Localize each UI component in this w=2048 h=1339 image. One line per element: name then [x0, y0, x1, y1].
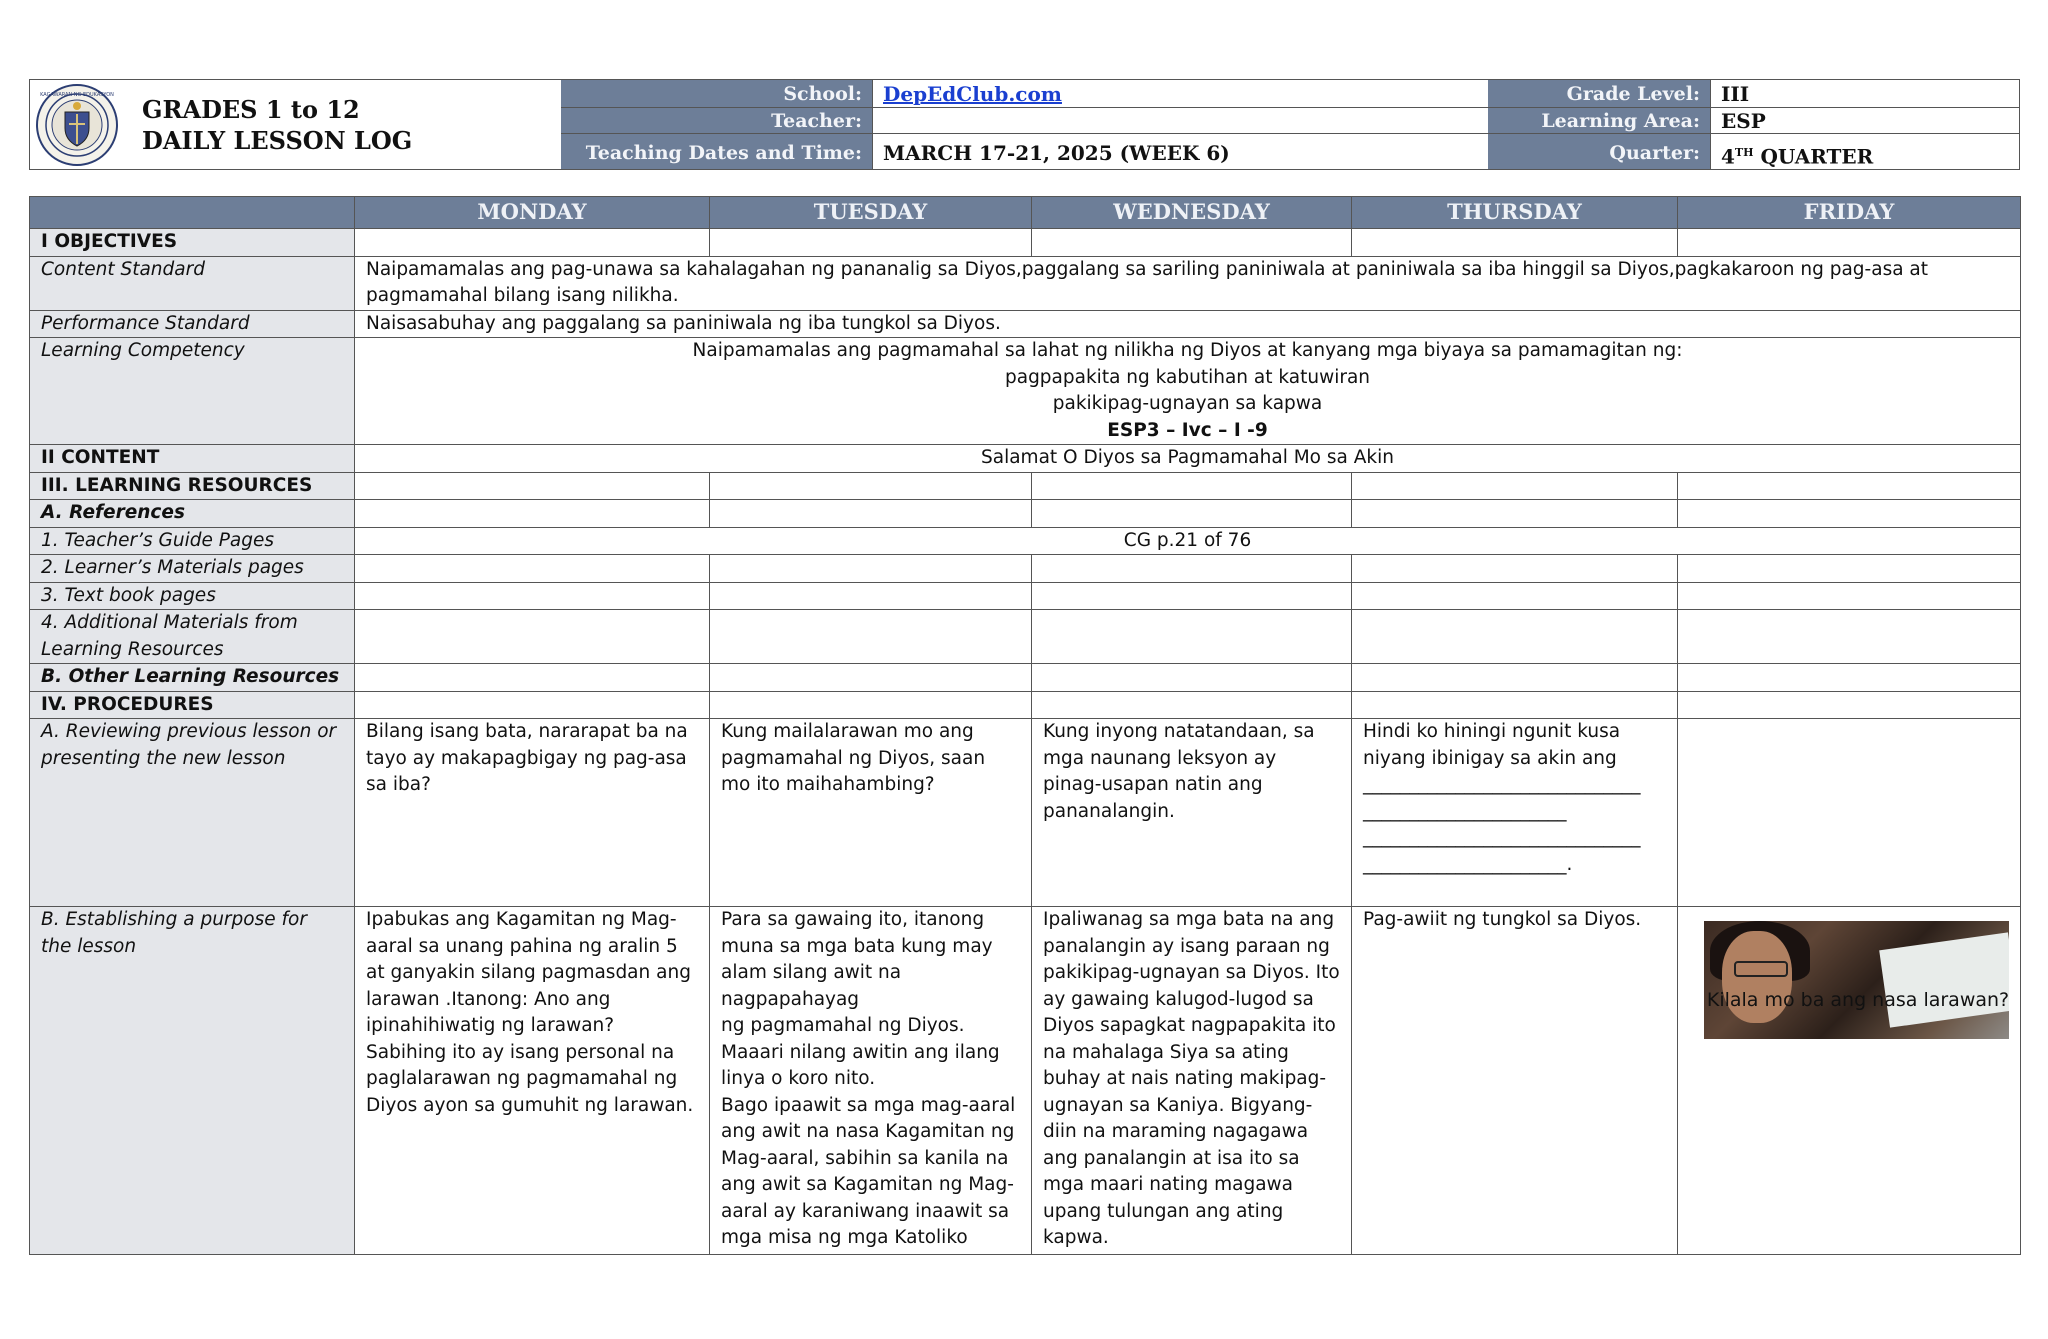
cell [355, 691, 710, 719]
teachers-guide-row [30, 527, 2021, 555]
quarter-number: 4 [1721, 144, 1735, 169]
cell [1352, 555, 1678, 583]
cell [710, 555, 1032, 583]
day-thursday: THURSDAY [1352, 197, 1678, 229]
competency-line: Naipamamalas ang pagmamahal sa lahat ng nilikha ng Diyos at kanyang mga biyaya sa pamamagitan ng: [692, 340, 1683, 361]
references-row [30, 500, 2021, 528]
cell [355, 500, 710, 528]
performance-standard-row [30, 310, 2021, 338]
cell [1678, 555, 2021, 583]
cell [355, 582, 710, 610]
other-resources-row [30, 664, 2021, 692]
corner-cell [30, 197, 355, 229]
review-monday: Bilang isang bata, nararapat ba na tayo ay makapagbigay ng pag-asa sa iba? [355, 719, 710, 907]
review-thursday: Hindi ko hiningi ngunit kusa niyang ibinigay sa akin ang ______________________________ ______________________ ______________________________ ______________________. [1352, 719, 1678, 907]
cell [1352, 500, 1678, 528]
teachers-guide-value: CG p.21 of 76 [355, 527, 2021, 555]
content-label: II CONTENT [30, 445, 355, 473]
quarter-label: Quarter: [1488, 134, 1710, 169]
competency-row [30, 338, 2021, 445]
dates-label: Teaching Dates and Time: [561, 134, 872, 169]
cell [355, 664, 710, 692]
quarter-value [1710, 134, 2019, 169]
content-standard-row [30, 256, 2021, 310]
purpose-row [30, 907, 2021, 1255]
teacher-value [872, 108, 1488, 134]
content-value: Salamat O Diyos sa Pagmamahal Mo sa Akin [355, 445, 2021, 473]
student-photo [1704, 921, 2009, 1039]
objectives-label: I OBJECTIVES [30, 229, 355, 257]
procedures-label: IV. PROCEDURES [30, 691, 355, 719]
performance-standard-label: Performance Standard [30, 310, 355, 338]
cell [710, 582, 1032, 610]
cell [1032, 610, 1352, 664]
review-row [30, 719, 2021, 907]
cell [1352, 610, 1678, 664]
day-monday: MONDAY [355, 197, 710, 229]
performance-standard-value: Naisasabuhay ang paggalang sa paniniwala ng iba tungkol sa Diyos. [355, 310, 2021, 338]
dll-title-line1: GRADES 1 to 12 [142, 95, 360, 124]
area-value: ESP [1710, 108, 2019, 134]
additional-materials-label: 4. Additional Materials from Learning Resources [30, 610, 355, 664]
cell [710, 664, 1032, 692]
quarter-word: QUARTER [1753, 144, 1874, 169]
cell [355, 555, 710, 583]
cell [710, 610, 1032, 664]
cell [1678, 472, 2021, 500]
day-wednesday: WEDNESDAY [1032, 197, 1352, 229]
deped-seal-logo [36, 84, 118, 166]
cell [1678, 664, 2021, 692]
review-wednesday: Kung inyong natatandaan, sa mga naunang leksyon ay pinag-usapan natin ang pananalangin. [1032, 719, 1352, 907]
svg-text:KAGAWARAN NG EDUKASYON: KAGAWARAN NG EDUKASYON [40, 92, 114, 98]
cell [1352, 664, 1678, 692]
cell [1032, 664, 1352, 692]
cell [1678, 229, 2021, 257]
purpose-label: B. Establishing a purpose for the lesson [30, 907, 355, 1255]
competency-value [355, 338, 2021, 445]
content-standard-label: Content Standard [30, 256, 355, 310]
cell [355, 472, 710, 500]
purpose-tuesday: Para sa gawaing ito, itanong muna sa mga bata kung may alam silang awit na nagpapahayag ng pagmamahal ng Diyos. Maaari nilang awitin ang ilang linya o koro nito. Bago ipaawit sa mga mag-aaral ang awit na nasa Kagamitan ng Mag-aaral, sabihin sa kanila na ang awit sa Kagamitan ng Mag-aaral ay karaniwang inaawit sa mga misa ng mga Katoliko [710, 907, 1032, 1255]
cell [1032, 500, 1352, 528]
competency-code: ESP3 – Ivc – I -9 [1107, 419, 1268, 441]
cell [355, 610, 710, 664]
procedures-row [30, 691, 2021, 719]
purpose-friday [1678, 907, 2021, 1255]
cell [1032, 582, 1352, 610]
review-friday [1678, 719, 2021, 907]
area-label: Learning Area: [1488, 108, 1710, 134]
review-tuesday: Kung mailalarawan mo ang pagmamahal ng Diyos, saan mo ito maihahambing? [710, 719, 1032, 907]
cell [1032, 555, 1352, 583]
other-resources-label: B. Other Learning Resources [30, 664, 355, 692]
additional-materials-row [30, 610, 2021, 664]
cell [710, 472, 1032, 500]
lesson-log-table [29, 196, 2021, 1255]
cell [1032, 229, 1352, 257]
purpose-wednesday: Ipaliwanag sa mga bata na ang panalangin ay isang paraan ng pakikipag-ugnayan sa Diyos. Ito ay gawaing kalugod-lugod sa Diyos sapagkat nagpapakita ito na mahalaga Siya sa ating buhay at nais nating makipag-ugnayan sa Kaniya. Bigyang-diin na maraming nagagawa ang panalangin at isa ito sa mga maari nating magawa upang tulungan ang ating kapwa. [1032, 907, 1352, 1255]
resources-row [30, 472, 2021, 500]
teachers-guide-label: 1. Teacher’s Guide Pages [30, 527, 355, 555]
day-tuesday: TUESDAY [710, 197, 1032, 229]
content-row [30, 445, 2021, 473]
grade-value: III [1710, 80, 2019, 108]
cell [1352, 582, 1678, 610]
logo-cell [30, 80, 562, 169]
textbook-row [30, 582, 2021, 610]
grade-label: Grade Level: [1488, 80, 1710, 108]
learners-materials-row [30, 555, 2021, 583]
resources-label: III. LEARNING RESOURCES [30, 472, 355, 500]
learners-materials-label: 2. Learner’s Materials pages [30, 555, 355, 583]
cell [1352, 472, 1678, 500]
cell [710, 691, 1032, 719]
references-label: A. References [30, 500, 355, 528]
competency-line: pakikipag-ugnayan sa kapwa [1052, 393, 1323, 414]
day-header-row [30, 197, 2021, 229]
cell [1352, 229, 1678, 257]
purpose-thursday: Pag-awiit ng tungkol sa Diyos. [1352, 907, 1678, 1255]
cell [1678, 610, 2021, 664]
cell [710, 500, 1032, 528]
cell [1678, 691, 2021, 719]
cell [1352, 691, 1678, 719]
cell [1678, 582, 2021, 610]
purpose-monday: Ipabukas ang Kagamitan ng Mag-aaral sa unang pahina ng aralin 5 at ganyakin silang pagmasdan ang larawan .Itanong: Ano ang ipinahihiwatig ng larawan? Sabihing ito ay isang personal na paglalarawan ng pagmamahal ng Diyos ayon sa gumuhit ng larawan. [355, 907, 710, 1255]
competency-label: Learning Competency [30, 338, 355, 445]
school-link[interactable]: DepEdClub.com [883, 82, 1062, 106]
header-block [29, 79, 2020, 170]
cell [1678, 500, 2021, 528]
dates-value: MARCH 17-21, 2025 (WEEK 6) [872, 134, 1488, 169]
school-label: School: [561, 80, 872, 108]
cell [1032, 472, 1352, 500]
school-value[interactable] [872, 80, 1488, 108]
photo-glasses [1734, 961, 1788, 977]
objectives-row [30, 229, 2021, 257]
cell [1032, 691, 1352, 719]
competency-line: pagpapakita ng kabutihan at katuwiran [1004, 366, 1371, 388]
teacher-label: Teacher: [561, 108, 872, 134]
quarter-suffix: TH [1734, 146, 1754, 159]
photo-caption: Kilala mo ba ang nasa larawan? [1706, 989, 2009, 1011]
textbook-label: 3. Text book pages [30, 582, 355, 610]
content-standard-value: Naipamamalas ang pag-unawa sa kahalagahan ng pananalig sa Diyos,paggalang sa sariling paniniwala at paniniwala sa iba hinggil sa Diyos,pagkakaroon ng pag-asa at pagmamahal bilang isang nilikha. [355, 256, 2021, 310]
cell [355, 229, 710, 257]
day-friday: FRIDAY [1678, 197, 2021, 229]
dll-title-line2: DAILY LESSON LOG [142, 126, 413, 155]
cell [710, 229, 1032, 257]
review-label: A. Reviewing previous lesson or presenting the new lesson [30, 719, 355, 907]
